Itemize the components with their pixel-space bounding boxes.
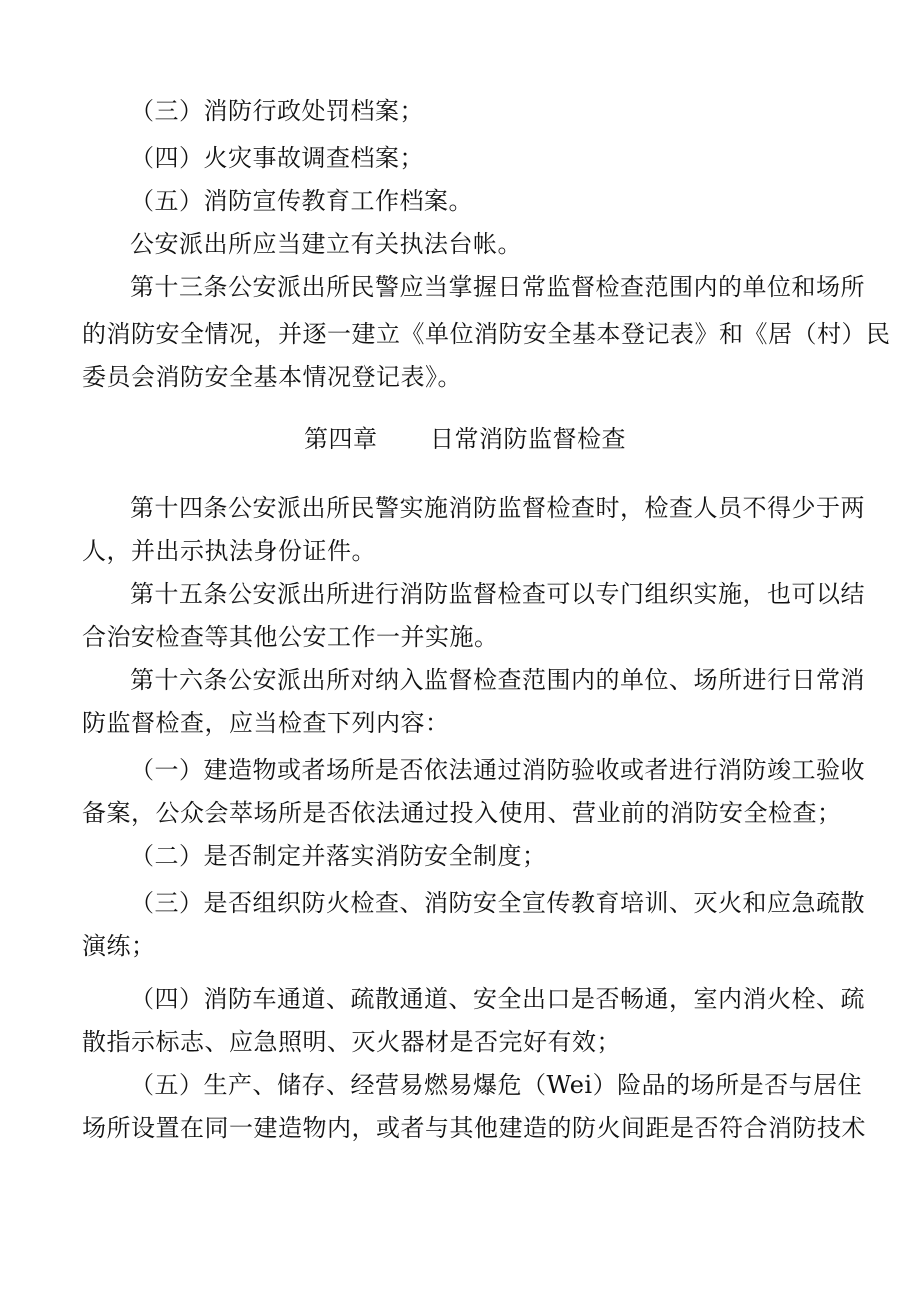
paragraph-line: （五）消防宣传教育工作档案。	[130, 187, 473, 215]
paragraph-line: （四）消防车通道、疏散通道、安全出口是否畅通，室内消火栓、疏	[130, 985, 865, 1013]
paragraph-line: （四）火灾事故调查档案；	[130, 144, 424, 172]
paragraph-line: 的消防安全情况，并逐一建立《单位消防安全基本登记表》和《居（村）民	[82, 320, 891, 348]
paragraph-line: （二）是否制定并落实消防安全制度；	[130, 842, 547, 870]
paragraph-line: 备案，公众会萃场所是否依法通过投入使用、营业前的消防安全检查；	[82, 799, 842, 827]
paragraph-line: （三）是否组织防火检查、消防安全宣传教育培训、灭火和应急疏散	[130, 889, 865, 917]
chapter-title: 日常消防监督检查	[430, 425, 626, 453]
paragraph-line: 防监督检查，应当检查下列内容：	[82, 709, 450, 737]
paragraph-line: 人，并出示执法身份证件。	[82, 537, 376, 565]
paragraph-line: 场所设置在同一建造物内，或者与其他建造的防火间距是否符合消防技术	[82, 1114, 866, 1142]
paragraph-line: 第十五条公安派出所进行消防监督检查可以专门组织实施，也可以结	[130, 580, 865, 608]
paragraph-line: （五）生产、储存、经营易燃易爆危（Wei）险品的场所是否与居住	[130, 1071, 863, 1099]
paragraph-line: 第十六条公安派出所对纳入监督检查范围内的单位、场所进行日常消	[130, 666, 865, 694]
paragraph-line: 演练；	[82, 932, 156, 960]
paragraph-line: 委员会消防安全基本情况登记表》。	[82, 363, 462, 391]
paragraph-line: （三）消防行政处罚档案；	[130, 97, 424, 125]
paragraph-line: 第十三条公安派出所民警应当掌握日常监督检查范围内的单位和场所	[130, 273, 865, 301]
paragraph-line: 公安派出所应当建立有关执法台帐。	[130, 230, 522, 258]
paragraph-line: 第十四条公安派出所民警实施消防监督检查时，检查人员不得少于两	[130, 494, 865, 522]
paragraph-line: 散指示标志、应急照明、灭火器材是否完好有效；	[82, 1028, 621, 1056]
paragraph-line: 合治安检查等其他公安工作一并实施。	[82, 623, 499, 651]
chapter-number: 第四章	[304, 425, 378, 453]
paragraph-line: （一）建造物或者场所是否依法通过消防验收或者进行消防竣工验收	[130, 756, 865, 784]
